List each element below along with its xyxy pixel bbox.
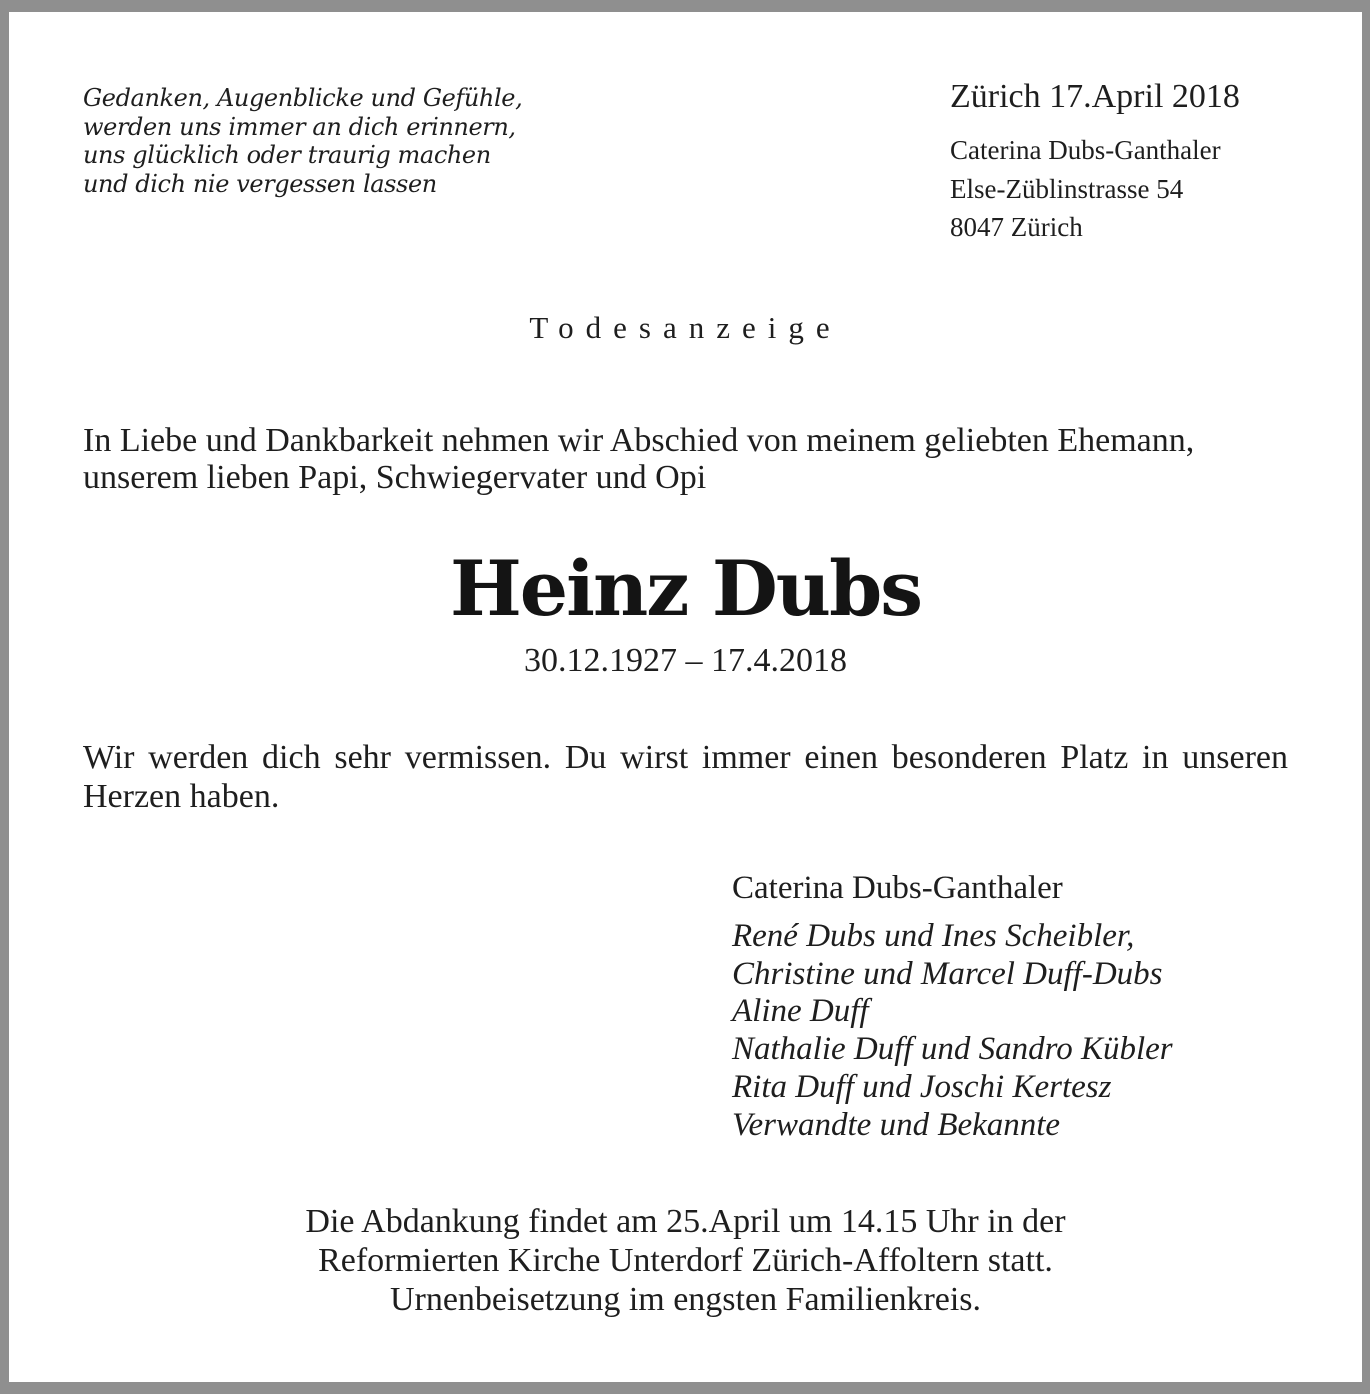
funeral-service-info	[9, 1202, 1362, 1319]
poem-line: werden uns immer an dich erinnern,	[83, 112, 516, 141]
service-line: Die Abdankung findet am 25.April um 14.15 Uhr in der	[305, 1203, 1066, 1240]
deceased-lifespan: 30.12.1927 – 17.4.2018	[524, 642, 847, 679]
place-and-date: Zürich 17.April 2018	[950, 78, 1240, 115]
mourner-line: Verwandte und Bekannte	[732, 1106, 1061, 1143]
poem-line: und dich nie vergessen lassen	[83, 169, 437, 198]
deceased-name: Heinz Dubs	[450, 544, 921, 633]
mourner-line: Christine und Marcel Duff-Dubs	[732, 955, 1163, 992]
notice-heading: Todesanzeige	[529, 310, 842, 345]
poem-line: uns glücklich oder traurig machen	[83, 141, 491, 169]
service-line: Reformierten Kirche Unterdorf Zürich-Affoltern statt.	[318, 1242, 1053, 1279]
mourner-line: Rita Duff und Joschi Kertesz	[732, 1068, 1112, 1105]
poem-line: Gedanken, Augenblicke und Gefühle,	[83, 84, 523, 112]
sender-street: Else-Züblinstrasse 54	[950, 173, 1184, 204]
mourners-list	[732, 918, 1173, 1144]
main-mourner: Caterina Dubs-Ganthaler	[732, 870, 1063, 906]
mourner-line: Aline Duff	[732, 993, 869, 1030]
mourner-line: Nathalie Duff und Sandro Kübler	[732, 1031, 1173, 1068]
mourner-line: René Dubs und Ines Scheibler,	[732, 918, 1135, 954]
intro-text: In Liebe und Dankbarkeit nehmen wir Abschied von meinem geliebten Ehemann, unserem lieben Papi, Schwiegervater und Opi	[83, 422, 1195, 496]
sender-city: 8047 Zürich	[950, 212, 1083, 242]
sender-address	[950, 131, 1221, 247]
memorial-poem	[83, 84, 522, 198]
farewell-message: Wir werden dich sehr vermissen. Du wirst immer einen besonderen Platz in unseren Herzen haben.	[83, 739, 1288, 815]
service-line: Urnenbeisetzung im engsten Familienkreis.	[389, 1281, 982, 1318]
sender-name: Caterina Dubs-Ganthaler	[950, 135, 1221, 165]
death-notice-page	[9, 12, 1362, 1382]
